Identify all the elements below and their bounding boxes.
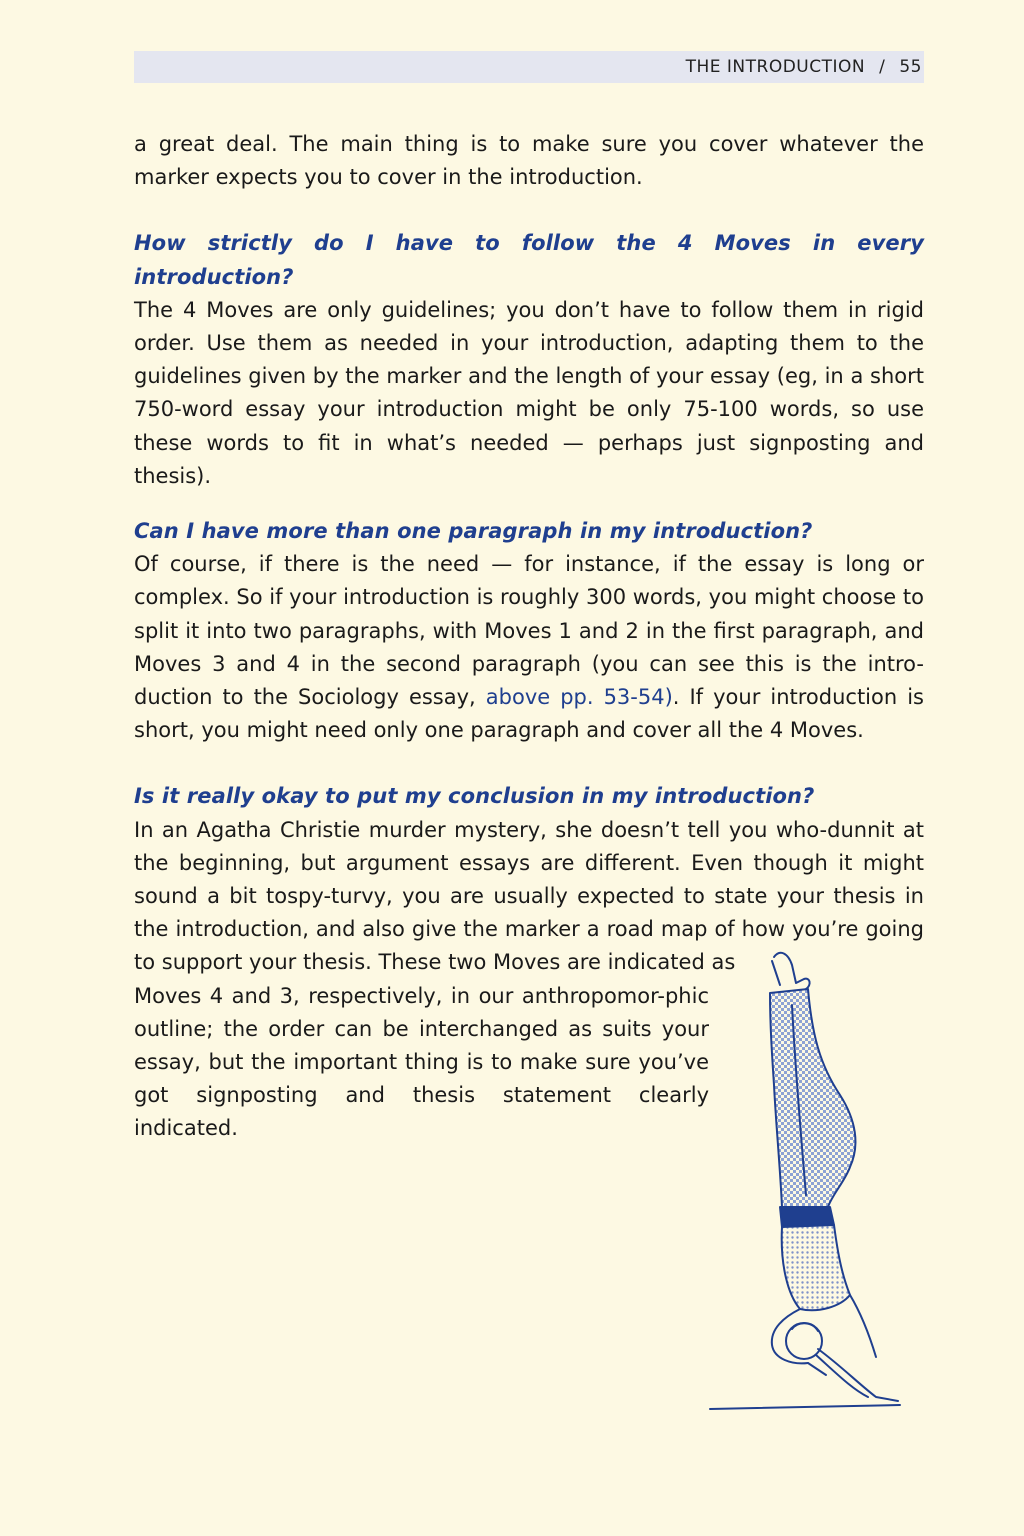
faq-answer-conclusion-wrapped: Moves 4 and 3, respectively, in our anthropomor-phic outline; the order can be interchanged as suits your essay, but the important thing is to make sure you’ve got signposting and thesis statement clearly indicated. xyxy=(134,983,709,1141)
faq-answer-conclusion: In an Agatha Christie murder mystery, she doesn’t tell you who-dunnit at the beginning, but argument essays are different. Even though it might sound a bit tospy-turvy, you are usually expected to state your thesis in the introduction, and also give the marker a road map of how you’re going to support your thesis. These two Moves are indicated as xyxy=(134,817,924,975)
section-title: THE INTRODUCTION xyxy=(685,57,866,77)
cross-reference-link[interactable]: above pp. 53-54) xyxy=(485,685,673,710)
page-number: 55 xyxy=(899,57,922,77)
headstand-figure-icon xyxy=(700,945,920,1425)
header-separator: / xyxy=(879,57,886,77)
answer-text-part1: Of course, if there is the need — for instance, if the essay is long or complex. So if your introduction is roughly 300 words, you might choose to split it into two paragraphs, with Moves 1 and 2 in the first paragraph, and Moves 3 and 4 in the second paragraph (you can see this is the intro-duction to the Sociology essay, xyxy=(134,552,924,710)
faq-answer-paragraphs xyxy=(134,548,924,747)
faq-question-conclusion: Is it really okay to put my conclusion in my introduction? xyxy=(134,784,815,809)
faq-question-strictness: How strictly do I have to follow the 4 Moves in every introduction? xyxy=(134,231,924,289)
intro-continuation: a great deal. The main thing is to make sure you cover whatever the marker expects you to cover in the introduction. xyxy=(134,132,924,190)
faq-answer-strictness: The 4 Moves are only guidelines; you don’t have to follow them in rigid order. Use them as needed in your introduction, adapting them to the guidelines given by the marker and the length of your essay (eg, in a short 750-word essay your introduction might be only 75-100 words, so use these words to fit in what’s needed — perhaps just signposting and thesis). xyxy=(134,297,924,488)
headstand-figure-illustration xyxy=(700,945,920,1425)
running-header xyxy=(134,51,924,83)
faq-question-paragraphs: Can I have more than one paragraph in my introduction? xyxy=(134,519,813,544)
answer-text-part2: . If your introduction is short, you might need only one paragraph and cover all the 4 Moves. xyxy=(134,685,924,743)
